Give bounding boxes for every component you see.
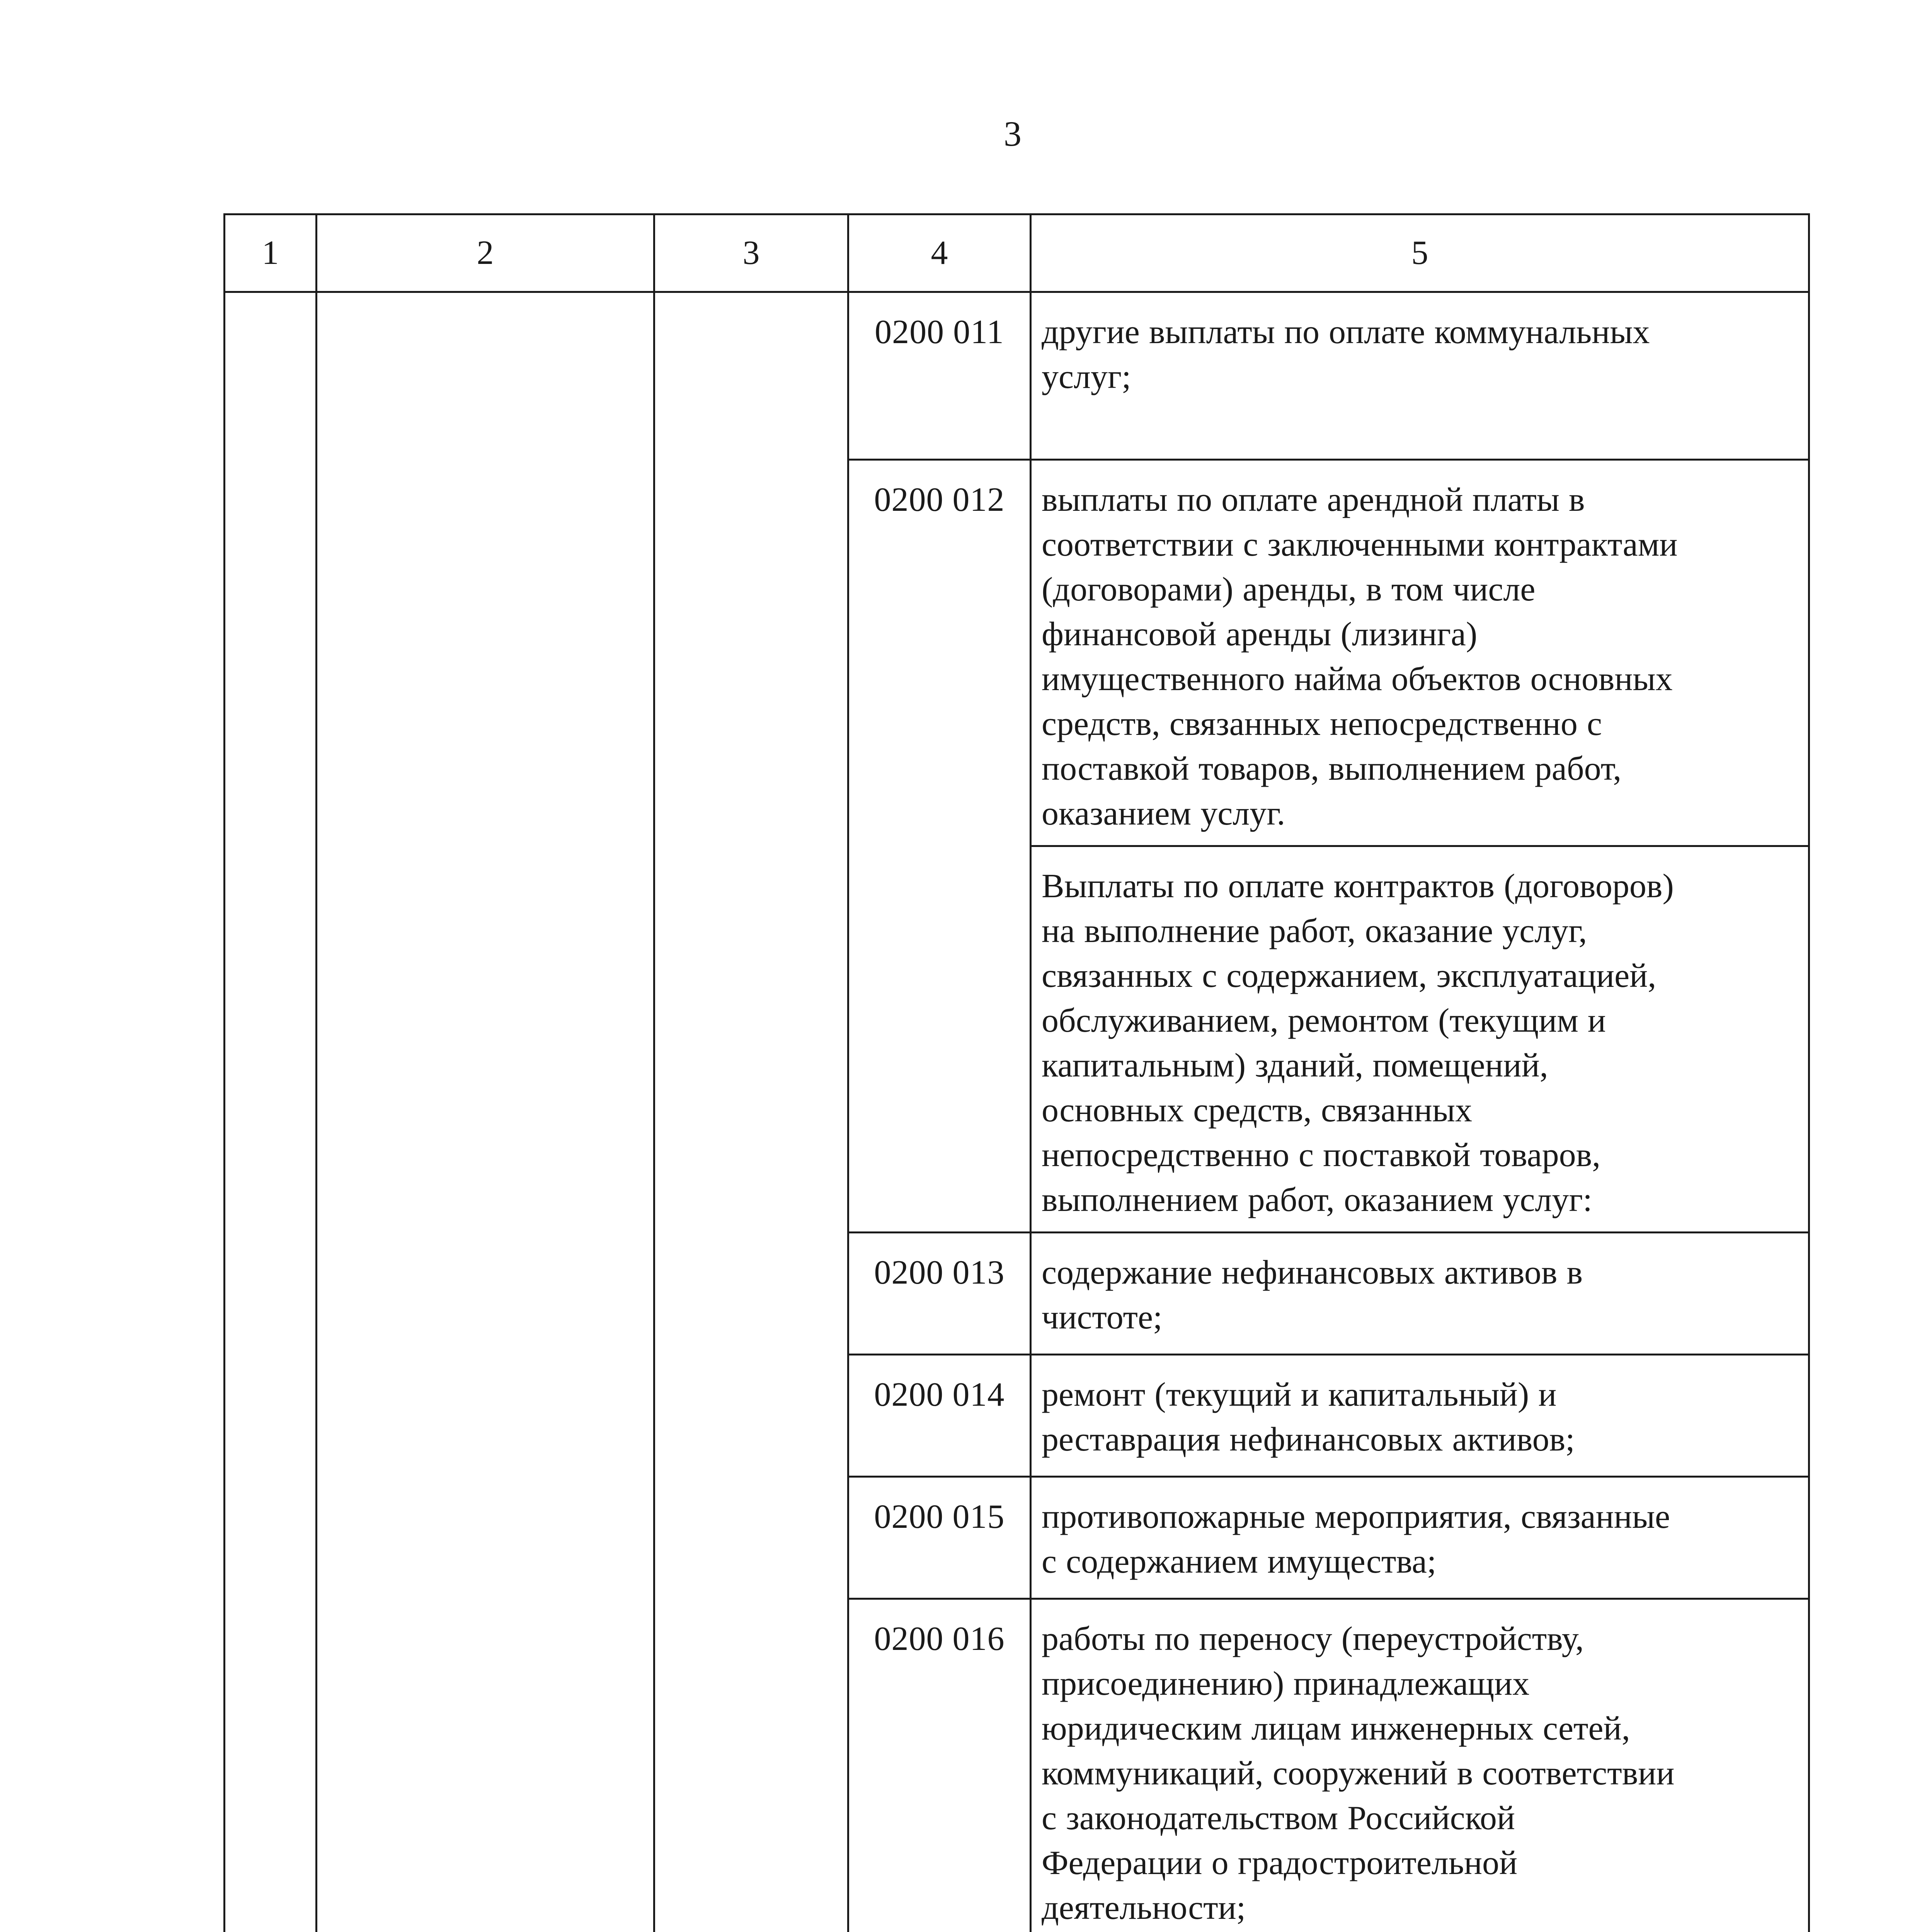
column-3-empty [654, 292, 848, 1932]
column-1-empty [225, 292, 317, 1932]
row-description: ремонт (текущий и капитальный) и реставрация нефинансовых активов; [1031, 1355, 1809, 1477]
classification-table [223, 213, 1810, 1932]
column-2-empty [317, 292, 654, 1932]
row-code: 0200 013 [848, 1233, 1031, 1355]
row-description: противопожарные мероприятия, связанные с содержанием имущества; [1031, 1477, 1809, 1599]
row-description: другие выплаты по оплате коммунальных услуг; [1031, 292, 1809, 460]
column-header: 2 [317, 214, 654, 292]
column-header: 3 [654, 214, 848, 292]
table-row [225, 292, 1809, 460]
row-description: работы по переносу (переустройству, присоединению) принадлежащих юридическим лицам инженерных сетей, коммуникаций, сооружений в соответствии с законодательством Российской Федерации о градостроительной деятельности; [1031, 1599, 1809, 1932]
column-header: 4 [848, 214, 1031, 292]
row-code: 0200 015 [848, 1477, 1031, 1599]
row-code: 0200 014 [848, 1355, 1031, 1477]
row-code: 0200 011 [848, 292, 1031, 460]
row-description: Выплаты по оплате контрактов (договоров) на выполнение работ, оказание услуг, связанных с содержанием, эксплуатацией, обслуживанием, ремонтом (текущим и капитальным) зданий, помещений, основных средств, связанных непосредственно с поставкой товаров, выполнением работ, оказанием услуг: [1031, 846, 1809, 1233]
row-code: 0200 016 [848, 1599, 1031, 1932]
column-header: 5 [1031, 214, 1809, 292]
header-row [225, 214, 1809, 292]
row-description: содержание нефинансовых активов в чистоте; [1031, 1233, 1809, 1355]
row-description: выплаты по оплате арендной платы в соответствии с заключенными контрактами (договорами) аренды, в том числе финансовой аренды (лизинга) имущественного найма объектов основных средств, связанных непосредственно с поставкой товаров, выполнением работ, оказанием услуг. [1031, 460, 1809, 846]
page-number: 3 [1004, 114, 1021, 153]
column-header: 1 [225, 214, 317, 292]
row-code: 0200 012 [848, 460, 1031, 1233]
